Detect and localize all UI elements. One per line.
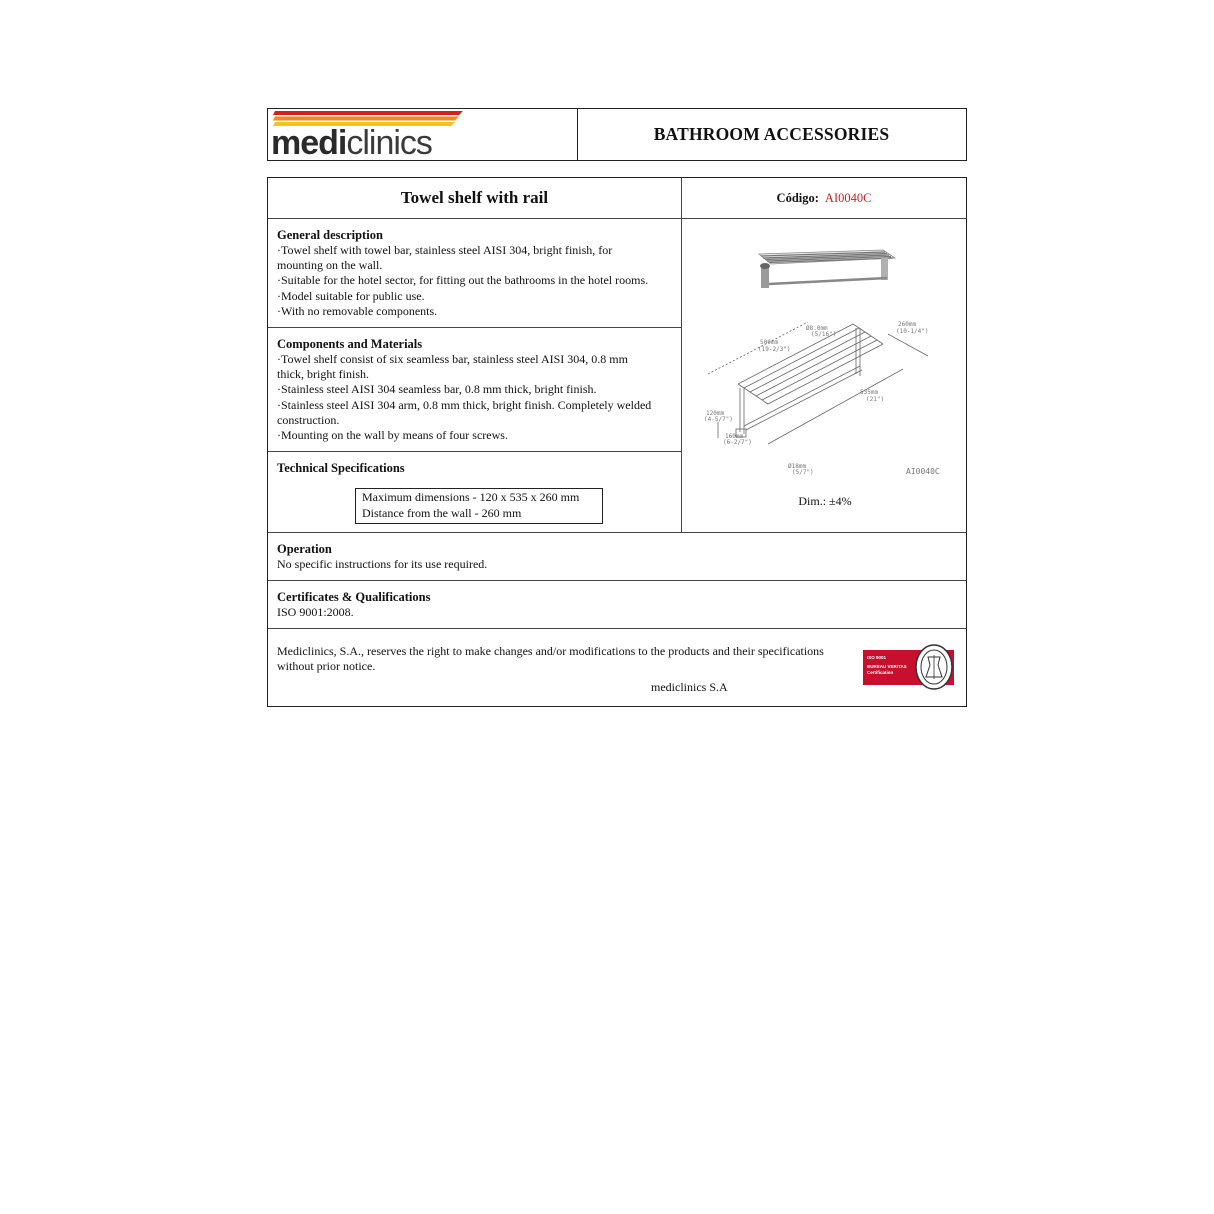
dim-535: 535mm (860, 389, 879, 396)
dim-8-inch: (5/16") (811, 331, 837, 338)
logo-wordmark (271, 126, 432, 160)
disclaimer-line: without prior notice. (277, 659, 376, 674)
dim-8: Ø8.0mm (806, 325, 828, 332)
header-box (267, 108, 967, 161)
components-title: Components and Materials (277, 337, 423, 351)
components-line: ·Mounting on the wall by means of four screws. (277, 428, 508, 443)
dimension-tolerance: Dim.: ±4% (798, 494, 852, 508)
general-description-line: ·With no removable components. (277, 303, 438, 318)
spec-sheet (267, 177, 967, 707)
general-description-line: ·Suitable for the hotel sector, for fitting out the bathrooms in the hotel rooms. (277, 273, 649, 288)
dim-18: Ø18mm (788, 463, 807, 470)
components-line: ·Stainless steel AISI 304 arm, 0.8 mm thick, bright finish. Completely welded (277, 397, 652, 412)
logo-part-medi: medi (271, 124, 347, 162)
company-name: mediclinics S.A (651, 680, 728, 694)
badge-bv: BUREAU VERITAS (867, 664, 907, 669)
general-description-title: General description (277, 228, 383, 242)
components-materials (277, 337, 677, 443)
components-line: ·Towel shelf consist of six seamless bar, stainless steel AISI 304, 0.8 mm (277, 352, 628, 366)
operation-title: Operation (277, 542, 332, 556)
disclaimer (277, 644, 867, 674)
dim-260: 260mm (898, 321, 917, 328)
max-dimensions: Maximum dimensions - 120 x 535 x 260 mm (362, 490, 580, 504)
product-code (682, 178, 966, 218)
dim-260-inch: (10-1/4") (896, 328, 929, 335)
dim-160: 160mm (725, 433, 744, 440)
header-title: BATHROOM ACCESSORIES (653, 124, 890, 144)
dim-500: 500mm (760, 339, 779, 346)
operation-text: No specific instructions for its use required. (277, 557, 488, 571)
wall-distance: Distance from the wall - 260 mm (362, 505, 522, 520)
components-line: thick, bright finish. (277, 367, 369, 382)
badge-iso: ISO 9001 (867, 655, 887, 660)
technical-drawing (688, 314, 958, 479)
dim-535-inch: (21") (866, 396, 885, 403)
certificates-title: Certificates & Qualifications (277, 590, 431, 604)
operation (277, 542, 957, 572)
badge-cert: Certification (867, 670, 894, 675)
certificates (277, 590, 957, 620)
general-description-line: ·Model suitable for public use. (277, 288, 425, 303)
code-value: AI0040C (824, 190, 872, 205)
dim-120-inch: (4-5/7") (704, 416, 733, 423)
logo-cell (268, 109, 578, 160)
disclaimer-line: Mediclinics, S.A., reserves the right to make changes and/or modifications to the products and their specifications (277, 644, 824, 658)
product-title: Towel shelf with rail (400, 188, 549, 207)
dimensions-box (355, 488, 603, 524)
logo-part-clinics: clinics (346, 124, 432, 162)
general-description-line: mounting on the wall. (277, 258, 383, 273)
components-line: ·Stainless steel AISI 304 seamless bar, 0.8 mm thick, bright finish. (277, 382, 597, 397)
dim-120: 120mm (706, 410, 725, 417)
components-line: construction. (277, 412, 340, 427)
certificates-text: ISO 9001:2008. (277, 605, 354, 619)
general-description-line: ·Towel shelf with towel bar, stainless steel AISI 304, bright finish, for (277, 243, 613, 257)
dim-500-inch: (19-2/3") (758, 346, 791, 353)
certification-badge (863, 650, 954, 685)
dim-160-inch: (6-2/7") (723, 439, 752, 446)
code-label: Código: (776, 190, 819, 205)
technical-title-text: Technical Specifications (277, 461, 405, 475)
drawing-code: AI0040C (906, 467, 940, 476)
product-photo (753, 244, 898, 296)
technical-specifications-title (277, 461, 405, 476)
general-description (277, 228, 677, 319)
dim-18-inch: (5/7") (792, 469, 814, 476)
bureau-veritas-seal-icon (914, 643, 954, 691)
